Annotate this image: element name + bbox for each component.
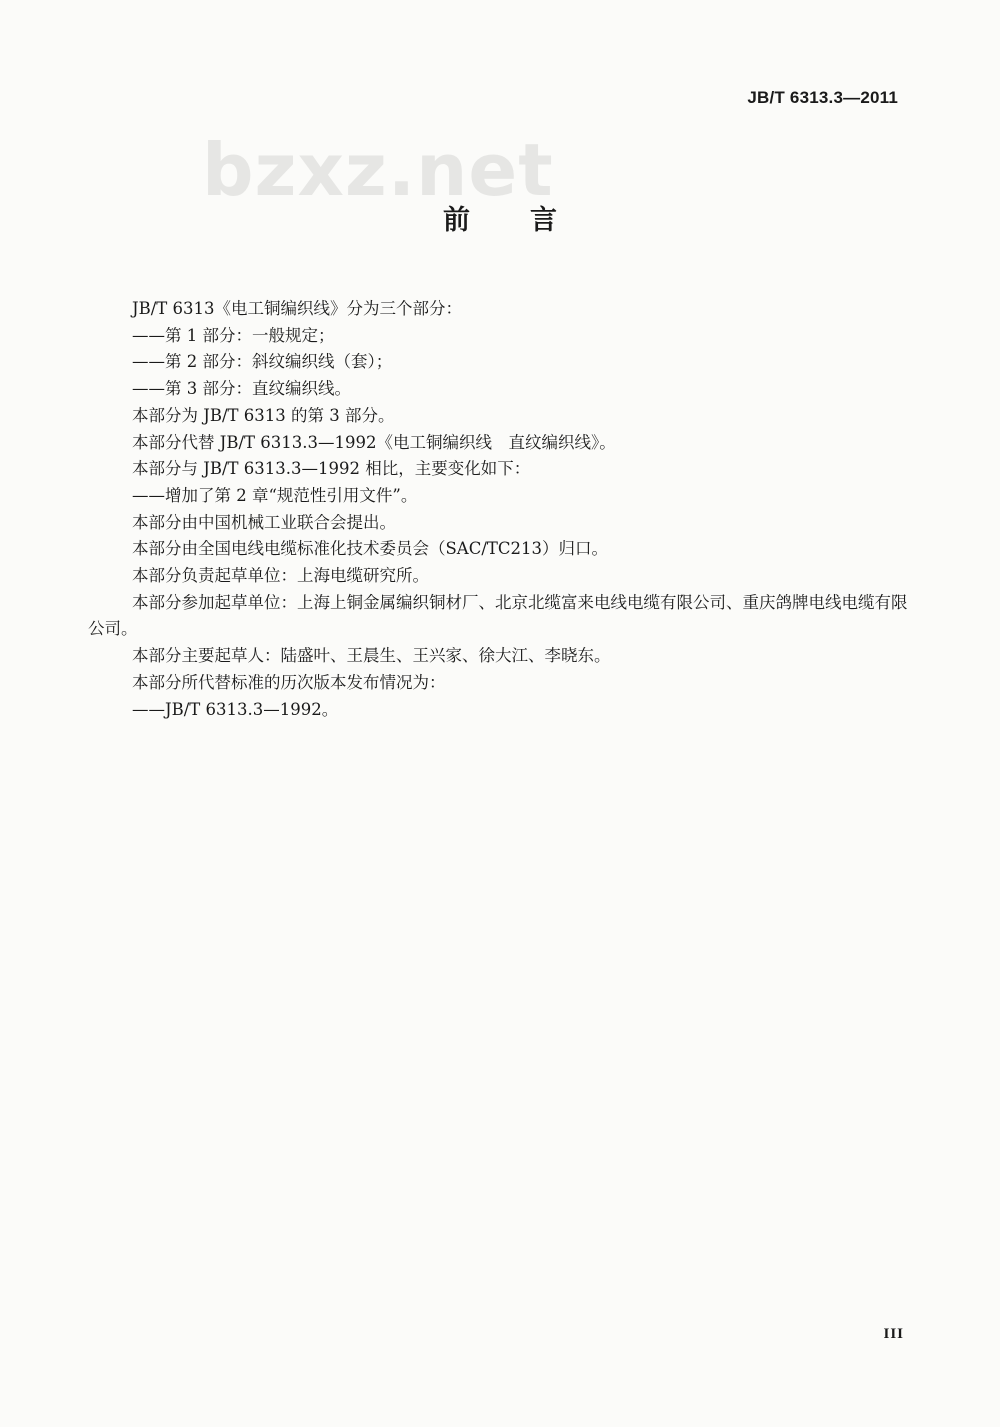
paragraph: 本部分参加起草单位：上海上铜金属编织铜材厂、北京北缆富来电线电缆有限公司、重庆鸽牌电线电缆有限公司。 bbox=[88, 592, 908, 639]
paragraph: 本部分为 JB/T 6313 的第 3 部分。 bbox=[132, 405, 395, 425]
standard-code: JB/T 6313.3—2011 bbox=[747, 88, 898, 107]
paragraph: 本部分所代替标准的历次版本发布情况为： bbox=[132, 672, 446, 692]
paragraph: 本部分由全国电线电缆标准化技术委员会（SAC/TC213）归口。 bbox=[132, 539, 609, 559]
paragraph: JB/T 6313《电工铜编织线》分为三个部分： bbox=[132, 299, 463, 318]
paragraph: ——第 1 部分：一般规定； bbox=[132, 325, 335, 345]
paragraph: ——第 2 部分：斜纹编织线（套）； bbox=[132, 352, 393, 372]
page-number: III bbox=[883, 1326, 904, 1342]
paragraph: 本部分由中国机械工业联合会提出。 bbox=[132, 512, 396, 532]
page-title: 前言 bbox=[443, 205, 617, 236]
paragraph: 本部分主要起草人：陆盛叶、王晨生、王兴家、徐大江、李晓东。 bbox=[132, 646, 611, 666]
foreword-body bbox=[88, 296, 908, 723]
paragraph: 本部分代替 JB/T 6313.3—1992《电工铜编织线 直纹编织线》。 bbox=[132, 432, 616, 452]
paragraph: ——第 3 部分：直纹编织线。 bbox=[132, 379, 351, 399]
paragraph: ——JB/T 6313.3—1992。 bbox=[132, 699, 339, 719]
watermark-logo: bzxz.net bbox=[202, 128, 554, 212]
paragraph: ——增加了第 2 章“规范性引用文件”。 bbox=[132, 485, 418, 505]
paragraph: 本部分与 JB/T 6313.3—1992 相比，主要变化如下： bbox=[132, 459, 531, 479]
paragraph: 本部分负责起草单位：上海电缆研究所。 bbox=[132, 566, 429, 586]
